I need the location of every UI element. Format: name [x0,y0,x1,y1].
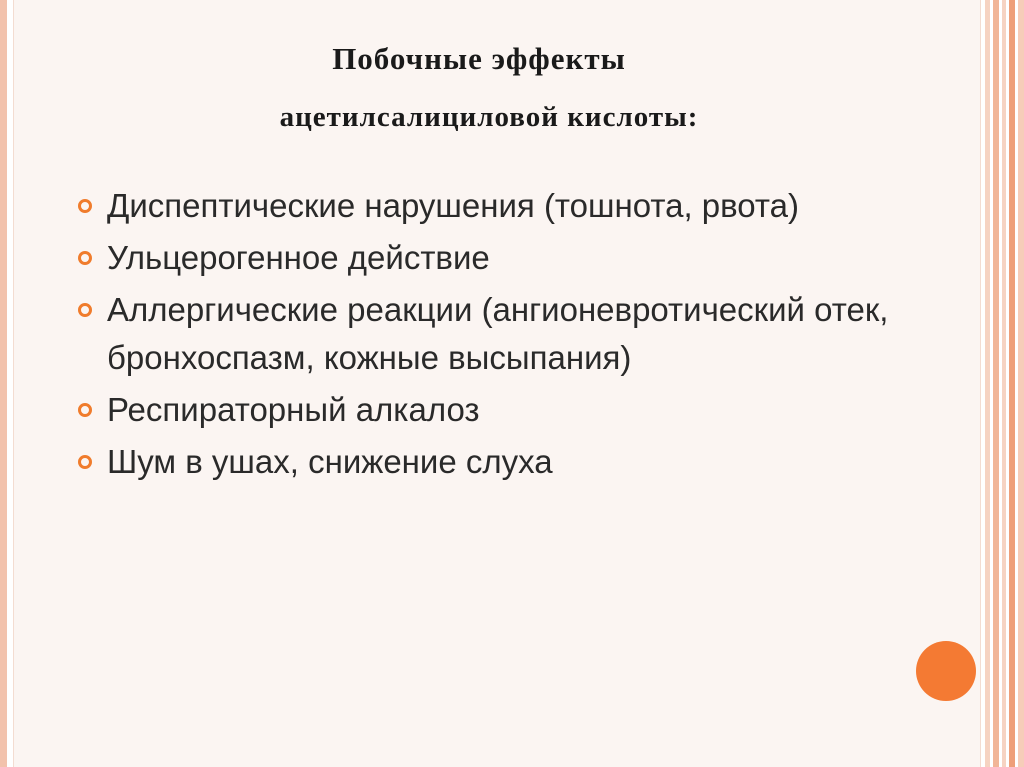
list-item-text: Диспептические нарушения (тошнота, рвота) [107,187,800,224]
list-item [74,182,954,230]
list-item [74,234,954,282]
list-item-text: Аллергические реакции (ангионевротический отек, бронхоспазм, кожные высыпания) [107,291,889,376]
side-effects-list [74,182,954,490]
list-item [74,438,954,486]
content-panel [13,0,981,767]
title-line-2: ацетилсалициловой кислоты: [279,101,699,133]
right-decor-stripe [1002,0,1006,767]
ring-bullet-icon [78,199,92,213]
ring-bullet-icon [78,455,92,469]
ring-bullet-icon [78,303,92,317]
list-item [74,286,954,382]
slide-title [14,30,944,146]
orange-circle-icon [916,641,976,701]
list-item-text: Респираторный алкалоз [107,391,480,428]
list-item-text: Шум в ушах, снижение слуха [107,443,553,480]
right-decor-stripe [993,0,999,767]
ring-bullet-icon [78,251,92,265]
ring-bullet-icon [78,403,92,417]
list-item [74,386,954,434]
right-decor-stripe [1018,0,1024,767]
left-decor-stripe [0,0,7,767]
right-decor-stripe [985,0,990,767]
right-decor-stripe [1009,0,1015,767]
list-item-text: Ульцерогенное действие [107,239,490,276]
title-line-1: Побочные эффекты [332,41,626,76]
